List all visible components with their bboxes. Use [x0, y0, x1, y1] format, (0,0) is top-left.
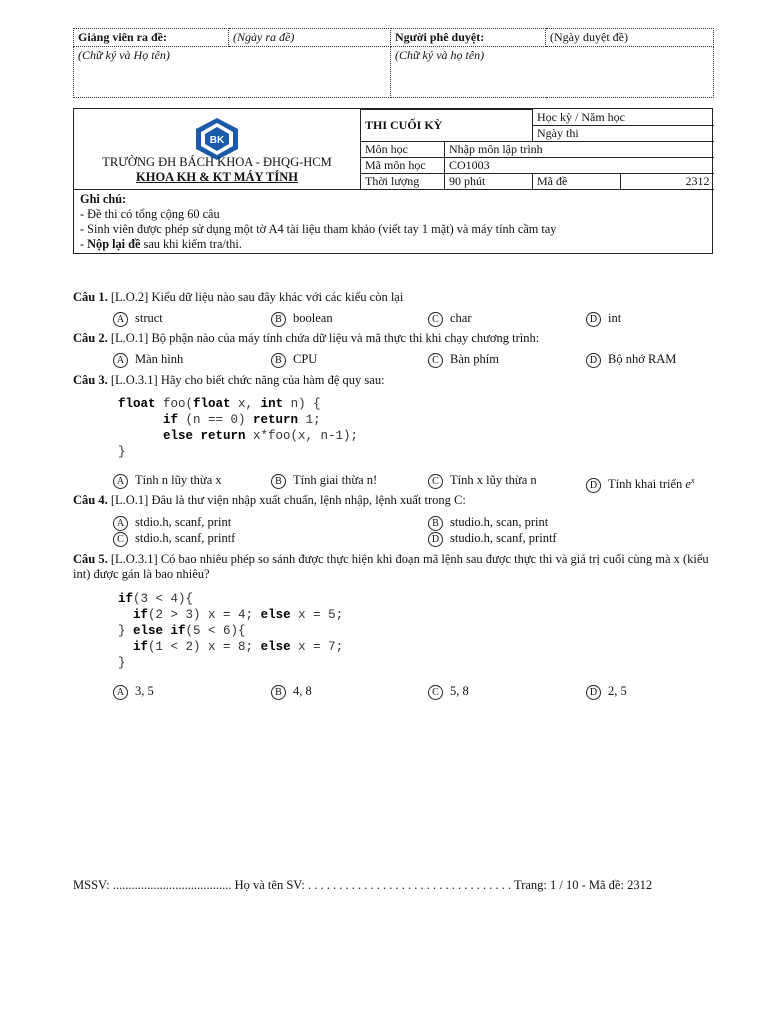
- course-code-value: CO1003: [445, 157, 714, 173]
- logo-text: BK: [209, 135, 225, 146]
- exam-code-value: 2312: [621, 173, 714, 189]
- lecturer-date: (Ngày ra đề): [229, 29, 391, 47]
- q5-code-block: if(3 < 4){ if(2 > 3) x = 4; else x = 5; } else if(5 < 6){ if(1 < 2) x = 8; else x = 7; }: [118, 592, 344, 670]
- exam-code-label: Mã đề: [533, 173, 621, 189]
- approver-signature: (Chữ ký và họ tên): [391, 47, 714, 98]
- lecturer-label: Giảng viên ra đề:: [74, 29, 229, 47]
- q4-option-d[interactable]: D studio.h, scanf, printf: [428, 531, 557, 547]
- q5-option-c[interactable]: C 5, 8: [428, 684, 469, 700]
- notes-block: [74, 189, 712, 254]
- subject-label: Môn học: [361, 141, 445, 157]
- semester-label: Học kỳ / Năm học: [533, 110, 714, 126]
- page-number: Trang: 1 / 10 - Mã đề: 2312: [514, 878, 653, 892]
- q2-option-d[interactable]: D Bộ nhớ RAM: [586, 352, 676, 368]
- question-4: Câu 4. [L.O.1] Đâu là thư viện nhập xuất chuẩn, lệnh nhập, lệnh xuất trong C:: [73, 493, 466, 507]
- school-block: [74, 109, 360, 189]
- q1-option-d[interactable]: D int: [586, 311, 621, 327]
- school-name: TRƯỜNG ĐH BÁCH KHOA - ĐHQG-HCM: [102, 155, 332, 169]
- note-line-1: - Đề thi có tổng cộng 60 câu: [80, 207, 220, 221]
- question-3: Câu 3. [L.O.3.1] Hãy cho biết chức năng của hàm đệ quy sau:: [73, 373, 385, 387]
- course-code-label: Mã môn học: [361, 157, 445, 173]
- q3-option-c[interactable]: C Tính x lũy thừa n: [428, 473, 537, 489]
- duration-label: Thời lượng: [361, 173, 445, 189]
- question-1: Câu 1. [L.O.2] Kiểu dữ liệu nào sau đây khác với các kiểu còn lại: [73, 290, 404, 304]
- q1-option-c[interactable]: C char: [428, 311, 472, 327]
- exam-title: THI CUỐI KỲ: [361, 110, 533, 142]
- q3-option-d[interactable]: D Tính khai triển $e^x$: [586, 473, 695, 493]
- approver-label: Người phê duyệt:: [391, 29, 546, 47]
- q3-option-a[interactable]: A Tính n lũy thừa x: [113, 473, 222, 489]
- q4-option-b[interactable]: B studio.h, scan, print: [428, 515, 548, 531]
- q5-option-a[interactable]: A 3, 5: [113, 684, 154, 700]
- exam-date-label: Ngày thi: [533, 125, 714, 141]
- q2-option-c[interactable]: C Bàn phím: [428, 352, 499, 368]
- page-footer: [73, 878, 713, 893]
- question-5: Câu 5. [L.O.3.1] Có bao nhiêu phép so sánh được thực hiện khi đoạn mã lệnh sau được thực thi và giá trị cuối cùng mà x (kiểu int) được gán là bao nhiêu?: [73, 552, 709, 581]
- question-2: Câu 2. [L.O.1] Bộ phận nào của máy tính chứa dữ liệu và mã thực thi khi chạy chương trình:: [73, 331, 540, 345]
- notes-title: Ghi chú:: [80, 192, 127, 206]
- q2-option-a[interactable]: A Màn hình: [113, 352, 183, 368]
- department-name: KHOA KH & KT MÁY TÍNH: [136, 170, 298, 184]
- student-name-field: Họ và tên SV: . . . . . . . . . . . . . . . . . . . . . . . . . . . . . . . . .: [234, 878, 512, 892]
- exam-info-table: [360, 109, 714, 190]
- lecturer-signature: (Chữ ký và Họ tên): [74, 47, 391, 98]
- exam-header: [73, 108, 713, 254]
- approver-date: (Ngày duyệt đề): [546, 29, 714, 47]
- q1-option-b[interactable]: B boolean: [271, 311, 333, 327]
- q3-option-b[interactable]: B Tính giai thừa n!: [271, 473, 377, 489]
- q5-option-d[interactable]: D 2, 5: [586, 684, 627, 700]
- q1-option-a[interactable]: A struct: [113, 311, 163, 327]
- note-line-3: - Nộp lại đề sau khi kiểm tra/thi.: [80, 237, 242, 251]
- q4-option-c[interactable]: C stdio.h, scanf, printf: [113, 531, 235, 547]
- duration-value: 90 phút: [445, 173, 533, 189]
- q2-option-b[interactable]: B CPU: [271, 352, 317, 368]
- q5-option-b[interactable]: B 4, 8: [271, 684, 312, 700]
- student-id-field: MSSV: ......................................: [73, 878, 232, 892]
- q3-code-block: float foo(float x, int n) { if (n == 0) return 1; else return x*foo(x, n-1); }: [118, 397, 359, 459]
- q4-option-a[interactable]: A stdio.h, scanf, print: [113, 515, 231, 531]
- subject-value: Nhập môn lập trình: [445, 141, 714, 157]
- note-line-2: - Sinh viên được phép sử dụng một tờ A4 tài liệu tham khảo (viết tay 1 mặt) và máy tính cầm tay: [80, 222, 557, 236]
- approval-table: [73, 28, 714, 98]
